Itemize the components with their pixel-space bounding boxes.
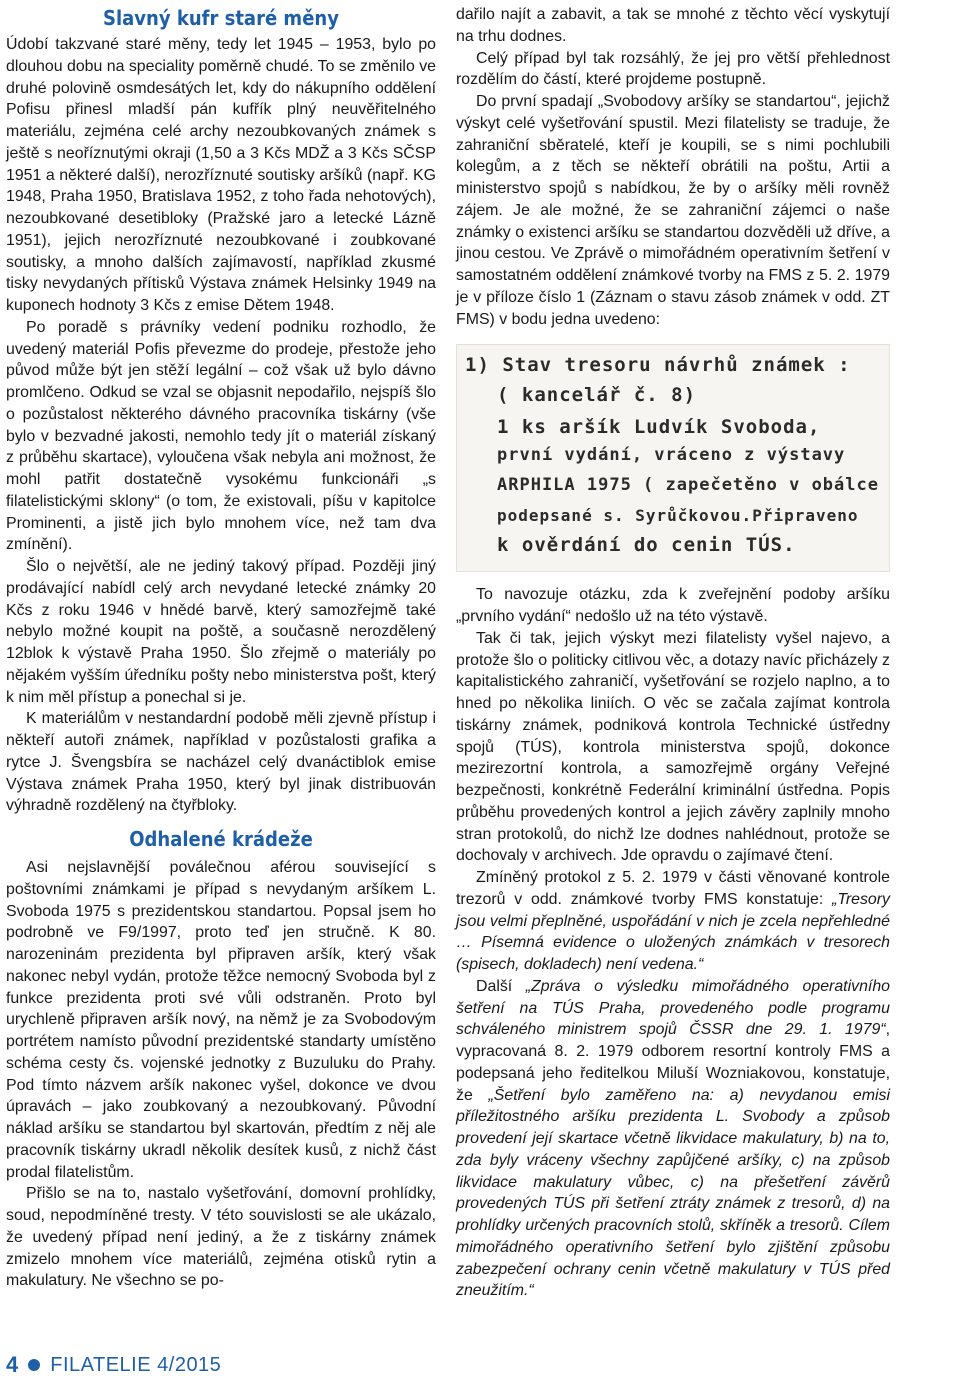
scan-line: 1) Stav tresoru návrhů známek : xyxy=(465,354,851,377)
paragraph: Tak či tak, jejich výskyt mezi filatelisty vyšel najevo, a protože šlo o politicky citlivou věc, a dotazy navíc přicházely z kapitalistického zahraničí, vyšetřování se rozjelo naplno, a to hned po několika liniích. O věc se začala zajímat kontrola tiskárny známek, podniková kontrola Technické ústředny spojů (TÚS), kontrola ministerstva spojů, dokonce mezirezortní kontrola, a samozřejmě orgány Veřejné bezpečnosti, konkrétně Federální kriminální ústředna. Popis průběhu provedených kontrol a jejich závěry zaplnily mnoho stran protokolů, do nichž lze dodnes nahlédnout, protože se dochovaly v archivech. Jde opravdu o zajímavé čtení. xyxy=(456,629,890,865)
paragraph: Celý případ byl tak rozsáhlý, že jej pro větší přehlednost rozdělím do částí, které projdeme postupně. xyxy=(456,49,890,89)
paragraph: To navozuje otázku, zda k zveřejnění podoby aršíku „prvního vydání“ nedošlo už na této výstavě. xyxy=(456,586,890,625)
paragraph: Do první spadají „Svobodovy aršíky se standartou“, jejichž výskyt celé vyšetřování spustil. Mezi filatelisty se traduje, že zahraniční sběratelé, kteří je koupili, se s nimi pochlubili kolegům, a z těch se někteří obrátili na poštu, Artii a ministerstvo spojů s nabídkou, že by o aršíky měli rovněž zájem. Je ale možné, že se zahraniční zájemci o naše známky o existenci aršíku se standartou dozvěděli už dříve, a jinou cestou. Ve Zprávě o mimořádném operativním šetření v samostatném oddělení známkové tvorby na FMS z 5. 2. 1979 je v příloze číslo 1 (Záznam o stavu zásob známek v odd. ZT FMS) v bodu jedna uvedeno: xyxy=(456,93,890,328)
scan-line: ( kancelář č. 8) xyxy=(497,384,697,407)
typewritten-document-scan xyxy=(456,344,890,572)
right-column xyxy=(456,4,890,1302)
page-number: 4 xyxy=(6,1352,19,1377)
paragraph: Po poradě s právníky vedení podniku rozhodlo, že uvedený materiál Pofis převezme do prodeje, přestože jeho původ může být jen stěží legální – což však už bylo dávno promlčeno. Odkud se vzal se objasnit nepodařilo, nejspíš šlo o pozůstalost některého dávného pracovníka tiskárny (vše bylo v bezvadné jakosti, nemohlo tedy jít o materiál získaný z průběhu skartace), vyloučena však nebyla ani možnost, že mohl patřit dostatečně vysokému funkcionáři „s filatelistickými sklony“ (o tom, že existovali, píšu v kapitolce Prominenti, a jistě jich bylo mnohem více, než tam dva zmínění). xyxy=(6,318,436,554)
section-heading-thefts: Odhalené krádeže xyxy=(129,827,313,851)
paragraph: K materiálům v nestandardní podobě měli zjevně přístup i někteří autoři známek, například v pozůstalosti grafika a rytce J. Švengsbíra se nacházel celý dvanáctiblok emise Výstava známek Praha 1950, který byl jinak distribuován výhradně rozdělený na čtyřbloky. xyxy=(6,710,436,815)
paragraph: Přišlo se na to, nastalo vyšetřování, domovní prohlídky, soud, nepodmíněné tresty. V této souvislosti se ale ukázalo, že uvedený případ není jediný, a že z tiskárny známek zmizelo mnohem více materiálů, zejména otisků rytin a makulatury. Ne všechno se po- xyxy=(6,1185,436,1290)
scan-line: k ověrdání do cenin TÚS. xyxy=(497,534,796,557)
quote-text: „Zpráva o výsledku mimořádného operativního šetření na TÚS Praha, provedeného podle programu schváleného ministrem spojů ČSSR dne 29. 1. 1979“ xyxy=(456,977,890,1039)
scan-line: 1 ks aršík Ludvík Svoboda, xyxy=(497,416,821,439)
paragraph-text: Další xyxy=(476,977,526,995)
paragraph: dařilo najít a zabavit, a tak se mnohé z těchto věcí vyskytují na trhu dodnes. xyxy=(456,6,890,45)
quote-text: „Tresory jsou velmi přeplněné, uspořádání v nich je zcela nepřehledné … Písemná evidence o uložených známkách v tresorech (spisech, dokladech) není vedena.“ xyxy=(456,890,890,973)
paragraph-text: , vypracovaná 8. 2. 1979 odborem resortní kontroly FMS a podepsaná jeho ředitelkou Miluší Wozniakovou, konstatuje, že xyxy=(456,1021,890,1104)
paragraph-text: Zmíněný protokol z 5. 2. 1979 v části věnované kontrole trezorů v odd. známkové tvorby FMS konstatuje: xyxy=(456,869,890,908)
section-heading-suitcase: Slavný kufr staré měny xyxy=(103,6,339,30)
paragraph xyxy=(456,867,890,976)
left-column xyxy=(6,4,436,1292)
paragraph: Asi nejslavnější poválečnou aférou související s poštovními známkami je případ s nevydaným aršíkem L. Svoboda 1975 s prezidentskou standartou. Popsal jsem ho podrobně ve F9/1997, proto teď jen stručně. K 80. narozeninám prezidenta byl připraven aršík, který však nakonec nebyl vydán, protože těžce nemocný Svoboda byl z funkce prezidenta proti své vůli odstraněn. Proto byl urychleně připraven aršík nový, na němž je za Svobodovým portrétem namísto původní prezidentské standarty umístěno schéma cesty čs. vojenské jednotky z Buzuluku do Prahy. Pod tímto názvem aršík nakonec vyšel, dokonce ve dvou úpravách – jako zoubkovaný a nezoubkovaný. Původní náklad aršíku se standartou byl skartován, předtím z něj ale pracovník tiskárny ukradl několik desítek kusů, z nichž část prodal filatelistům. xyxy=(6,859,436,1181)
bullet-dot-icon xyxy=(28,1359,40,1371)
paragraph xyxy=(456,976,890,1302)
page-footer xyxy=(6,1352,221,1378)
scan-line: podepsané s. Syrůčkovou.Připraveno xyxy=(497,506,859,526)
scan-line: ARPHILA 1975 ( zapečetěno v obálce xyxy=(497,475,879,496)
quote-text: „Šetření bylo zaměřeno na: a) nevydanou emisi příležitostného aršíku prezidenta L. Svobody a způsob provedení její skartace včetně likvidace makulatury, b) na to, zda byly vráceny všechny zapůjčené aršíky, c) na způsob likvidace makulatury vůbec, c) na přešetření závěrů provedených TÚS při šetření ztráty známek z tresorů, d) na prohlídky určených pracovních stolů, skříněk a tresorů. Cílem mimořádného operativního šetření bylo zjištění způsobu zabezpečení ochrany cenin včetně makulatury v TÚS před zneužitím.“ xyxy=(456,1086,891,1300)
paragraph: Šlo o největší, ale ne jediný takový případ. Později jiný prodávající nabídl celý arch nevydané letecké známky 20 Kčs z roku 1946 v hnědé barvě, který samozřejmě také nebylo možné koupit na poště, a současně nerozdělený 12blok k výstavě Praha 1950. Šlo zřejmě o materiály po nějakém vyšším úředníku pošty nebo ministerstva pošt, který k nim měl přístup a ponechal si je. xyxy=(6,558,436,706)
paragraph: Údobí takzvané staré měny, tedy let 1945 – 1953, bylo po dlouhou dobu na speciality poměrně chudé. To se změnilo ve druhé polovině osmdesátých let, kdy do nákupního oddělení Pofisu přinesl mladší pán kufřík plný neuvěřitelného materiálu, zejména celé archy nezoubkovaných známek s ještě s neoříznutými okraji (1,50 a 3 Kčs MDŽ a 3 Kčs SČSP 1951 a některé další), nerozříznuté soutisky aršíků (např. KG 1948, Praha 1950, Bratislava 1952, z toho řada nehotových), nezoubkované desetibloky (Pražské jaro a letecké Lázně 1951), jejich nerozříznuté nezoubkované i zoubkované soutisky, a mnoho dalších zajímavostí, například zkusmé tisky nevydaných přítisků Výstava známek Helsinky 1949 na kuponech hodnoty 3 Kčs z emise Dětem 1948. xyxy=(6,36,436,314)
publication-name: FILATELIE 4/2015 xyxy=(50,1354,222,1376)
scan-line: první vydání, vráceno z výstavy xyxy=(497,445,846,466)
